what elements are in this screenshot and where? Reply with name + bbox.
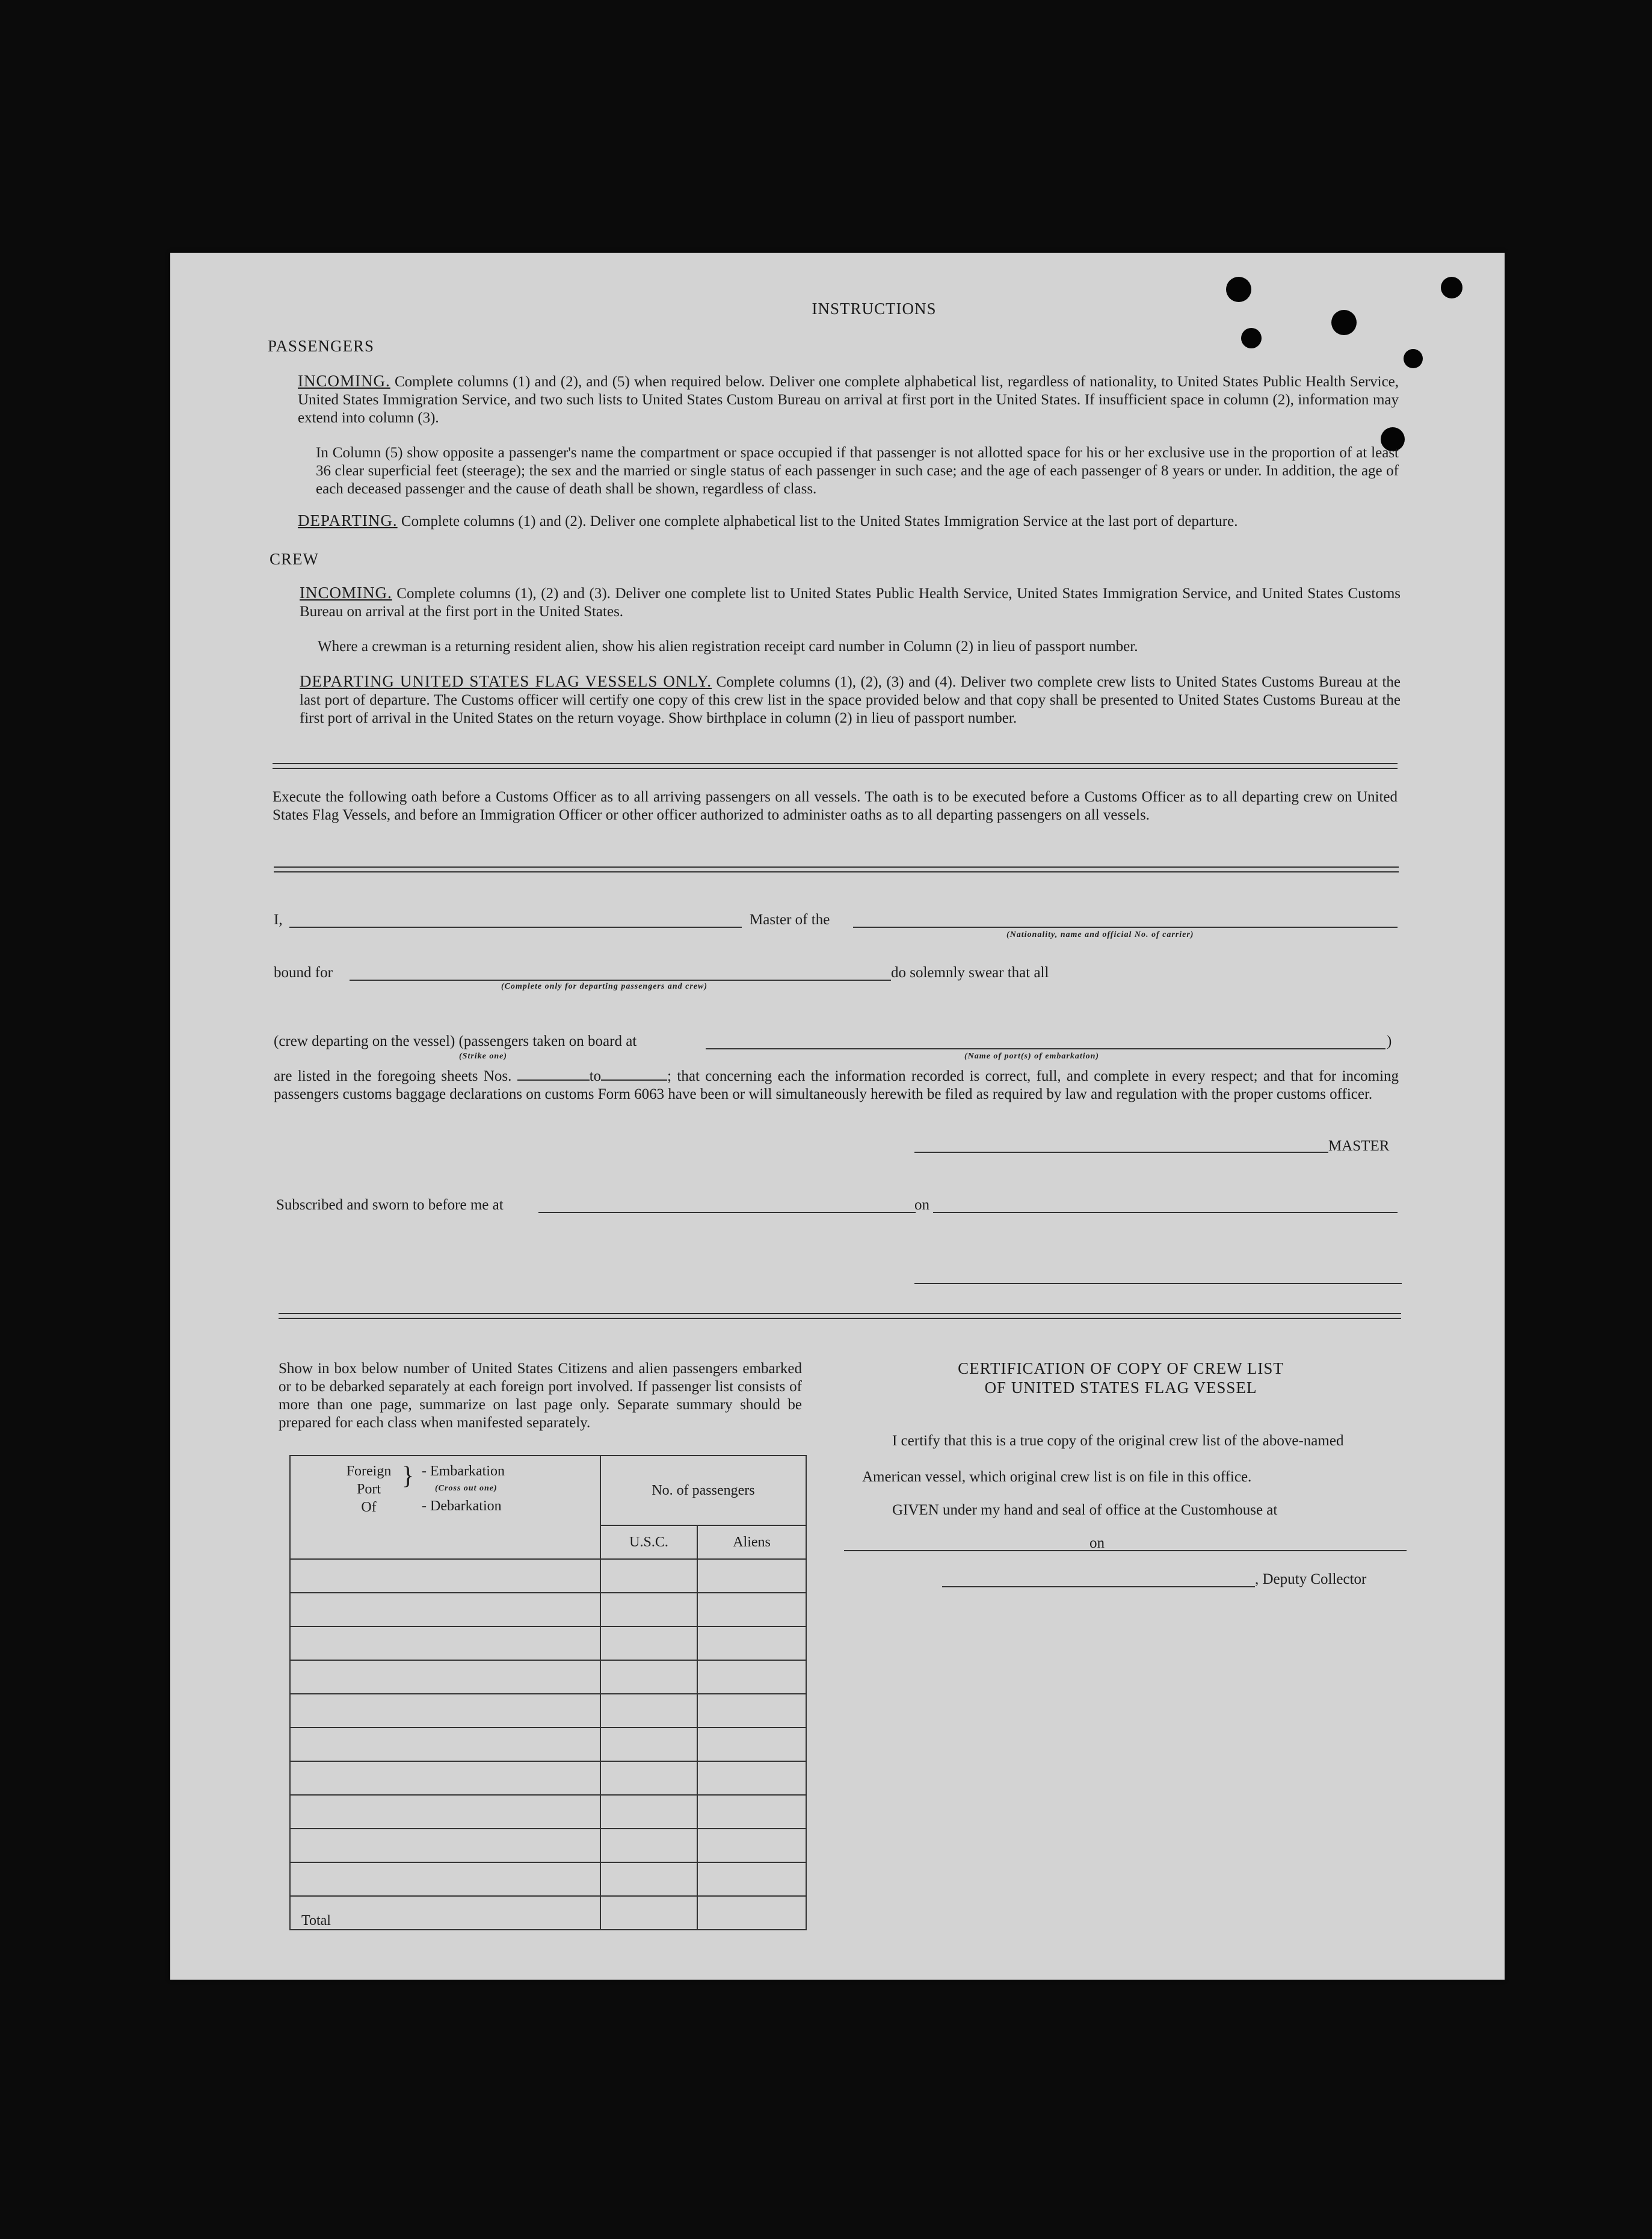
table-row (290, 1862, 806, 1896)
passengers-heading: PASSENGERS (268, 337, 375, 355)
usc-total-cell[interactable] (600, 1896, 697, 1930)
master-signature-field[interactable] (914, 1152, 1328, 1153)
embarkation-ports-field[interactable] (706, 1048, 1385, 1049)
sworn-date-field[interactable] (933, 1212, 1398, 1213)
aliens-cell[interactable] (697, 1761, 806, 1795)
nationality-hint: (Nationality, name and official No. of carrier) (1006, 930, 1194, 939)
crew-incoming-label: INCOMING. (300, 584, 392, 602)
usc-cell[interactable] (600, 1660, 697, 1694)
listed-prefix: are listed in the foregoing sheets Nos. (274, 1068, 512, 1084)
crew-departing-label: DEPARTING UNITED STATES FLAG VESSELS ONLY. (300, 672, 712, 690)
crew-returning-paragraph: Where a crewman is a returning resident alien, show his alien registration receipt card number in Column (2) in lieu of passport number. (318, 638, 1138, 655)
usc-cell[interactable] (600, 1559, 697, 1593)
crew-departing-text: Complete columns (1), (2), (3) and (4). Deliver two complete crew lists to United States Customs Bureau at the last port of departure. The Customs officer will certify one copy of this crew list in the space provided below and that copy shall be presented to United States Customs Bureau at the first port of arrival in the United States on the return voyage. Show birthplace in column (2) in lieu of passport number. (300, 674, 1401, 726)
carrier-field[interactable] (853, 927, 1398, 928)
officer-signature-field[interactable] (914, 1283, 1402, 1284)
sworn-on-label: on (914, 1197, 929, 1213)
aliens-cell[interactable] (697, 1593, 806, 1626)
usc-cell[interactable] (600, 1626, 697, 1660)
given-text: GIVEN under my hand and seal of office at the Customhouse at (892, 1502, 1278, 1518)
usc-cell[interactable] (600, 1694, 697, 1728)
certification-on-label: on (1090, 1535, 1105, 1551)
no-passengers-header: No. of passengers (600, 1456, 806, 1525)
aliens-cell[interactable] (697, 1829, 806, 1862)
total-label: Total (290, 1896, 600, 1930)
passengers-incoming-paragraph (298, 372, 1399, 427)
aliens-cell[interactable] (697, 1660, 806, 1694)
table-row (290, 1694, 806, 1728)
punch-hole (1441, 277, 1462, 298)
bound-for-field[interactable] (350, 980, 891, 981)
foreign-label: Foreign (346, 1463, 392, 1479)
aliens-cell[interactable] (697, 1795, 806, 1829)
sworn-place-field[interactable] (538, 1212, 916, 1213)
punch-hole (1241, 328, 1262, 348)
port-cell[interactable] (290, 1728, 600, 1761)
brace-glyph: } (402, 1462, 415, 1490)
instructions-title: INSTRUCTIONS (812, 300, 937, 318)
table-row (290, 1761, 806, 1795)
port-cell[interactable] (290, 1559, 600, 1593)
swear-label: do solemnly swear that all (891, 965, 1049, 981)
certify-text: I certify that this is a true copy of the original crew list of the above-named (892, 1433, 1344, 1449)
table-row (290, 1593, 806, 1626)
passenger-summary-table (289, 1455, 807, 1930)
punch-hole (1331, 310, 1357, 335)
sheet-from-field[interactable] (517, 1067, 590, 1081)
port-cell[interactable] (290, 1694, 600, 1728)
aliens-header: Aliens (697, 1525, 806, 1559)
crew-incoming-text: Complete columns (1), (2) and (3). Deliver one complete list to United States Public Health Service, United States Immigration Service, and United States Customs Bureau on arrival at the first port in the United States. (300, 585, 1401, 620)
port-label: Port (356, 1481, 381, 1497)
listed-text: ; that concerning each the information recorded is correct, full, and complete in every respect; and that for incoming passengers customs baggage declarations on customs Form 6063 have been or will simultaneously herewith be filed as required by law and regulation with the proper customs officer. (274, 1068, 1399, 1102)
usc-cell[interactable] (600, 1761, 697, 1795)
embarkation-label: - Embarkation (422, 1463, 505, 1479)
certification-title-line1: CERTIFICATION OF COPY OF CREW LIST (958, 1359, 1284, 1377)
close-paren: ) (1387, 1033, 1392, 1049)
debarkation-label: - Debarkation (422, 1498, 502, 1514)
oath-intro: Execute the following oath before a Customs Officer as to all arriving passengers on all vessels. The oath is to be executed before a Customs Officer as to all departing crew on United States Flag Vessels, and before an Immigration Officer or other officer authorized to administer oaths as to all departing passengers on all vessels. (273, 789, 1398, 823)
master-name-field[interactable] (289, 927, 742, 928)
deputy-label: , Deputy Collector (1255, 1571, 1367, 1587)
of-label: Of (361, 1499, 377, 1515)
total-row (290, 1896, 806, 1930)
table-row (290, 1559, 806, 1593)
port-cell[interactable] (290, 1660, 600, 1694)
port-cell[interactable] (290, 1593, 600, 1626)
listed-to: to (589, 1068, 602, 1084)
summary-intro: Show in box below number of United States Citizens and alien passengers embarked or to be debarked separately at each foreign port involved. If passenger list consists of more than one page, summarize on last page only. Separate summary should be prepared for each class when manifested separately. (279, 1360, 802, 1431)
ports-hint: (Name of port(s) of embarkation) (964, 1052, 1100, 1061)
subscribed-label: Subscribed and sworn to before me at (276, 1197, 504, 1213)
american-text: American vessel, which original crew list is on file in this office. (862, 1469, 1252, 1485)
port-cell[interactable] (290, 1829, 600, 1862)
divider (274, 866, 1399, 872)
column5-paragraph: In Column (5) show opposite a passenger's name the compartment or space occupied if that passenger is not allotted space for his or her exclusive use in the proportion of at least 36 clear superficial feet (steerage); the sex and the married or single status of each passenger in such case; and the age of each passenger of 8 years or under. In addition, the age of each deceased passenger and the cause of death shall be shown, regardless of class. (316, 445, 1399, 497)
crew-incoming-paragraph (300, 584, 1401, 621)
aliens-total-cell[interactable] (697, 1896, 806, 1930)
table-row (290, 1626, 806, 1660)
aliens-cell[interactable] (697, 1559, 806, 1593)
certification-title (868, 1359, 1373, 1397)
aliens-cell[interactable] (697, 1626, 806, 1660)
passengers-departing-text: Complete columns (1) and (2). Deliver one complete alphabetical list to the United States Immigration Service at the last port of departure. (401, 513, 1238, 530)
port-cell[interactable] (290, 1761, 600, 1795)
port-cell[interactable] (290, 1795, 600, 1829)
master-of-label: Master of the (750, 912, 830, 928)
divider (279, 1313, 1401, 1319)
passengers-departing-paragraph (298, 511, 1399, 531)
aliens-cell[interactable] (697, 1728, 806, 1761)
usc-cell[interactable] (600, 1862, 697, 1896)
crew-heading: CREW (270, 550, 319, 568)
crew-passengers-label: (crew departing on the vessel) (passengers taken on board at (274, 1033, 637, 1049)
port-cell[interactable] (290, 1626, 600, 1660)
bound-hint: (Complete only for departing passengers and crew) (501, 982, 707, 991)
deputy-signature-field[interactable] (942, 1586, 1255, 1587)
master-label: MASTER (1328, 1138, 1390, 1154)
punch-hole (1226, 277, 1251, 302)
table-row (290, 1728, 806, 1761)
certification-date-field[interactable] (1052, 1550, 1407, 1551)
port-header-cell (290, 1456, 600, 1559)
bound-for-label: bound for (274, 965, 333, 981)
usc-cell[interactable] (600, 1728, 697, 1761)
table-row (290, 1795, 806, 1829)
punch-hole (1404, 349, 1423, 368)
i-label: I, (274, 912, 283, 928)
cross-hint: (Cross out one) (435, 1484, 498, 1493)
usc-cell[interactable] (600, 1593, 697, 1626)
usc-cell[interactable] (600, 1829, 697, 1862)
passengers-departing-label: DEPARTING. (298, 511, 398, 530)
listed-paragraph (274, 1067, 1399, 1104)
usc-header: U.S.C. (600, 1525, 697, 1559)
form-sheet (170, 253, 1505, 1980)
strike-hint: (Strike one) (459, 1052, 508, 1061)
aliens-cell[interactable] (697, 1862, 806, 1896)
divider (273, 763, 1398, 769)
crew-departing-paragraph (300, 672, 1401, 727)
table-row (290, 1829, 806, 1862)
aliens-cell[interactable] (697, 1694, 806, 1728)
port-cell[interactable] (290, 1862, 600, 1896)
passengers-incoming-text: Complete columns (1) and (2), and (5) when required below. Deliver one complete alphabetical list, regardless of nationality, to United States Public Health Service, United States Immigration Service, and two such lists to United States Custom Bureau on arrival at first port in the United States. If insufficient space in column (2), information may extend into column (3). (298, 374, 1399, 426)
table-row (290, 1660, 806, 1694)
customhouse-field[interactable] (844, 1550, 1052, 1551)
passengers-incoming-label: INCOMING. (298, 372, 390, 390)
usc-cell[interactable] (600, 1795, 697, 1829)
sheet-to-field[interactable] (601, 1067, 667, 1081)
certification-title-line2: OF UNITED STATES FLAG VESSEL (984, 1379, 1257, 1397)
